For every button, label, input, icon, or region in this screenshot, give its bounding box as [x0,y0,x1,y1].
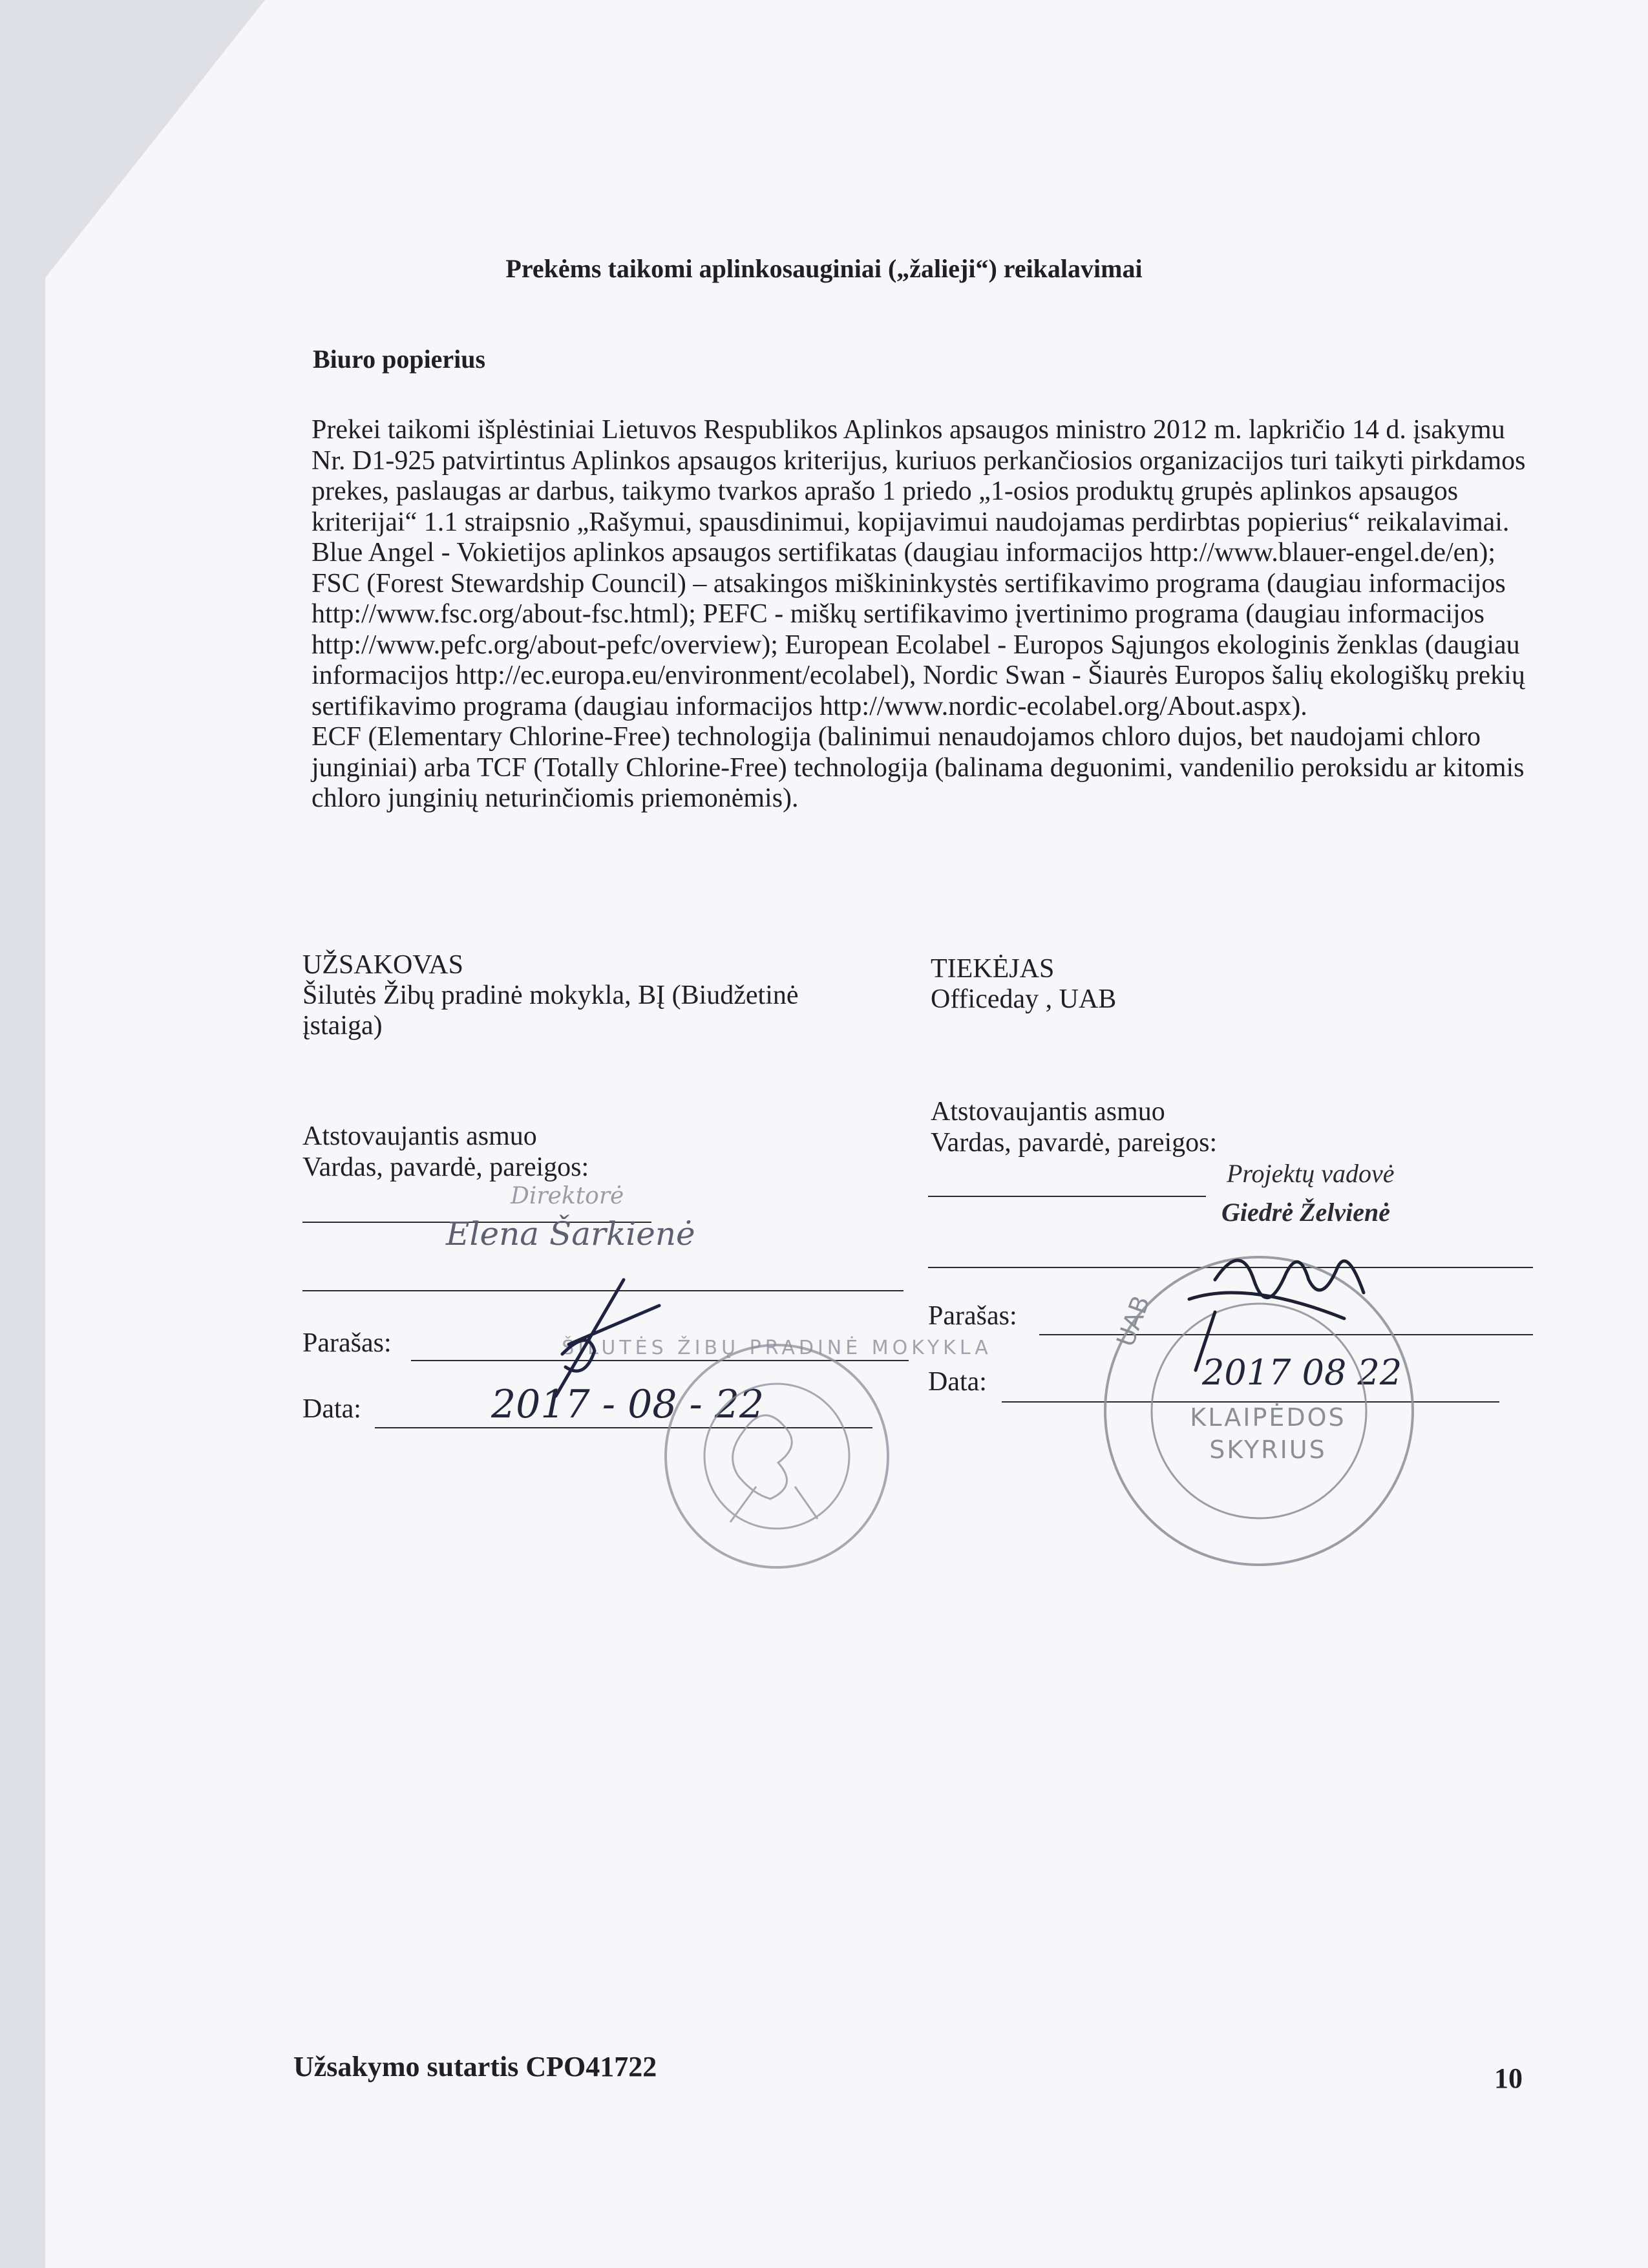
customer-round-stamp [666,1345,888,1567]
supplier-stamp-line-2: SKYRIUS [1209,1436,1327,1464]
supplier-date-handwritten: 2017 08 22 [1202,1352,1402,1393]
paragraph-criteria: Prekei taikomi išplėstiniai Lietuvos Respublikos Aplinkos apsaugos ministro 2012 m. lapkričio 14 d. įsakymu Nr. D1-925 patvirtintus Aplinkos apsaugos kriterijus, kuriuos perkančiosios organizacijos turi taikyti pirkdamos prekes, paslaugas ar darbus, taikymo tvarkos aprašo 1 priedo „1-osios produktų grupės aplinkos apsaugos kriterijai“ 1.1 straipsnio „Rašymui, spausdinimui, kopijavimui naudojamas perdirbtas popierius“ reikalavimai. [312,415,1526,537]
supplier-rep-label: Atstovaujantis asmuo [931,1097,1165,1127]
paragraph-bleaching: ECF (Elementary Chlorine-Free) technologija (balinimui nenaudojamos chloro dujos, bet naudojami chloro junginiai) arba TCF (Totally Chlorine-Free) technologija (balinama deguonimi, vandenilio peroksidu ar kitomis chloro junginių neturinčiomis priemonėmis). [312,722,1525,813]
customer-signature-label: Parašas: [302,1328,392,1358]
supplier-name-printed: Giedrė Želvienė [1221,1198,1390,1227]
supplier-signature [1189,1260,1364,1370]
supplier-date-label: Data: [928,1367,987,1397]
customer-position-handwritten: Direktorė [511,1183,624,1209]
customer-name-label: Vardas, pavardė, pareigos: [302,1152,589,1182]
supplier-stamp-line-1: KLAIPĖDOS [1190,1403,1346,1432]
customer-name-handwritten: Elena Šarkienė [446,1215,695,1253]
page-title: Prekėms taikomi aplinkosauginiai („žalieji“) reikalavimai [505,254,1143,283]
supplier-role: TIEKĖJAS [931,954,1055,984]
contract-footer: Užsakymo sutartis CPO41722 [293,2051,657,2083]
customer-name: Šilutės Žibų pradinė mokykla, BĮ (Biudžetinė įstaiga) [302,980,799,1041]
customer-rep-label: Atstovaujantis asmuo [302,1121,537,1151]
customer-date-handwritten: 2017 - 08 - 22 [491,1382,765,1427]
page-number: 10 [1494,2062,1523,2094]
customer-date-label: Data: [302,1394,361,1424]
section-heading: Biuro popierius [313,344,486,374]
supplier-name: Officeday , UAB [931,984,1117,1014]
supplier-position-printed: Projektų vadovė [1227,1159,1395,1188]
supplier-stamp-partial: UAB [1111,1291,1156,1351]
supplier-name-label: Vardas, pavardė, pareigos: [931,1128,1218,1158]
customer-role: UŽSAKOVAS [302,950,463,980]
customer-stamp-text: ŠILUTĖS ŽIBŲ PRADINĖ MOKYKLA [562,1337,992,1359]
paragraph-certificates: Blue Angel - Vokietijos aplinkos apsaugos sertifikatas (daugiau informacijos http://www.blauer-engel.de/en); FSC (Forest Stewardship Council) – atsakingos miškininkystės sertifikavimo programa (daugiau informacijos http://www.fsc.org/about-fsc.html); PEFC - miškų sertifikavimo įvertinimo programa (daugiau informacijos http://www.pefc.org/about-pefc/overview); European Ecolabel - Europos Sąjungos ekologinis ženklas (daugiau informacijos http://ec.europa.eu/environment/ecolabel), Nordic Swan - Šiaurės Europos šalių ekologiškų prekių sertifikavimo programa (daugiau informacijos http://www.nordic-ecolabel.org/About.aspx). [312,538,1525,721]
supplier-signature-label: Parašas: [928,1301,1017,1331]
